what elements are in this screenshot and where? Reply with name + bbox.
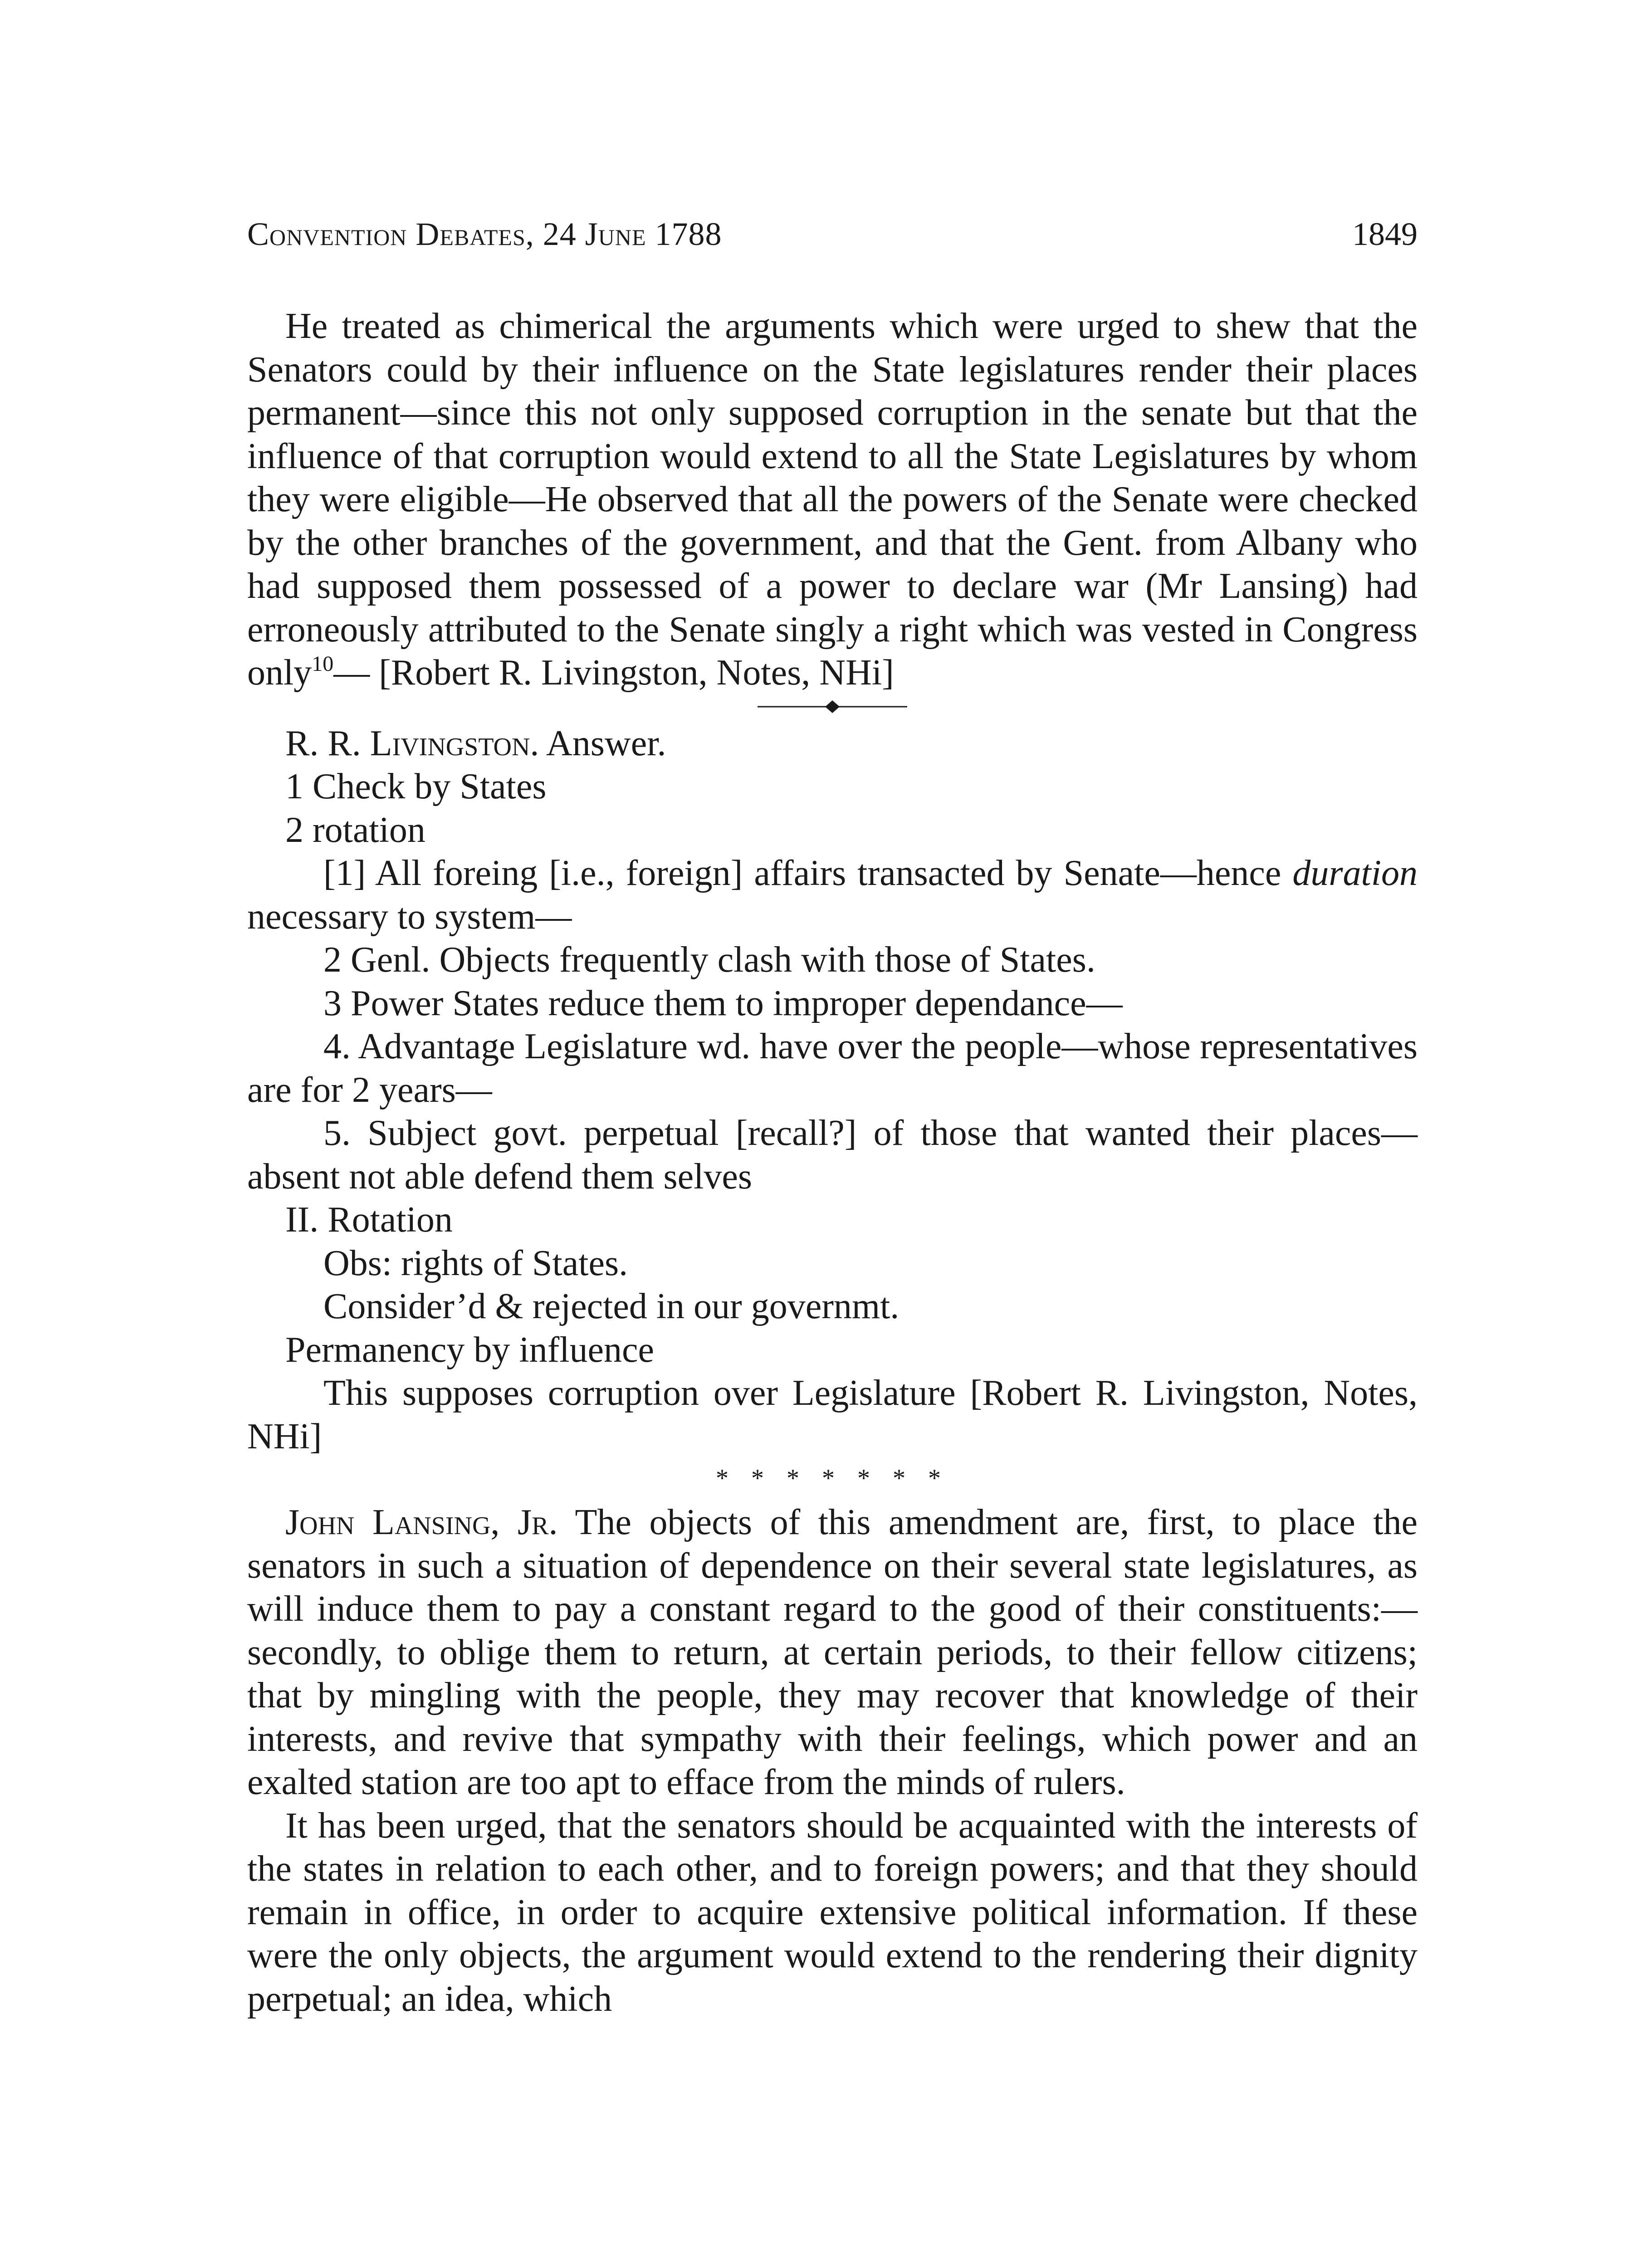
running-head-title: Convention Debates, 24 June 1788 <box>247 216 722 252</box>
notes-line: 2 rotation <box>285 810 425 850</box>
page-number: 1849 <box>1352 216 1418 252</box>
notes-line: Permanency by influence <box>285 1330 655 1370</box>
section-divider-ornament <box>247 695 1418 719</box>
notes-item-italic: duration <box>1292 853 1418 893</box>
notes-speaker: R. R. Livingston. <box>285 723 539 763</box>
diamond-rule-icon <box>758 698 907 716</box>
document-page <box>247 212 1418 2021</box>
footnote-ref: 10 <box>312 652 334 676</box>
lansing-paragraph <box>247 1501 1418 1804</box>
lansing-speaker: John Lansing, Jr. <box>285 1502 558 1542</box>
running-head <box>247 212 1418 256</box>
notes-heading <box>247 722 1418 766</box>
notes-item-text: [1] All foreing [i.e., foreign] affairs transacted by Senate—hence <box>323 853 1293 893</box>
notes-line: 1 Check by States <box>285 767 547 807</box>
asterisk-separator: * * * * * * * <box>716 1464 949 1492</box>
notes-item: Obs: rights of States. <box>323 1243 628 1283</box>
livingston-notes <box>247 722 1418 1459</box>
livingston-speech-paragraph <box>247 305 1418 695</box>
lansing-text: The objects of this amendment are, first, to place the senators in such a situation of dependence on their several state legislatures, as will induce them to pay a constant regard to the good of their constituents:—secondly, to oblige them to return, at certain periods, to their fellow citizens; that by mingling with the people, they may recover that knowledge of their interests, and revive that sympathy with their feelings, which power and an exalted station are too apt to efface from the minds of rulers. <box>247 1502 1418 1802</box>
notes-item: 2 Genl. Objects frequently clash with those of States. <box>323 940 1095 980</box>
notes-item: This supposes corruption over Legislature [Robert R. Livingston, Notes, NHi] <box>247 1373 1418 1457</box>
notes-item-text: necessary to system— <box>247 896 572 937</box>
body-text <box>247 305 1418 2021</box>
notes-item: 4. Advantage Legislature wd. have over the people—whose representatives are for 2 years— <box>247 1026 1418 1110</box>
notes-item: 3 Power States reduce them to improper dependance— <box>323 983 1123 1023</box>
notes-heading-text: Answer. <box>539 723 666 763</box>
notes-item: 5. Subject govt. perpetual [recall?] of those that wanted their places—absent not able defend them selves <box>247 1113 1418 1197</box>
notes-item: Consider’d & rejected in our governmt. <box>323 1286 900 1326</box>
notes-item <box>247 852 1418 938</box>
notes-line: II. Rotation <box>285 1200 453 1240</box>
lansing-paragraph: It has been urged, that the senators should be acquainted with the interests of the states in relation to each other, and to foreign powers; and that they should remain in office, in order to acquire extensive political information. If these were the only objects, the argument would extend to the rendering their dignity perpetual; an idea, which <box>247 1805 1418 2019</box>
livingston-speech-source: — [Robert R. Livingston, Notes, NHi] <box>333 653 894 693</box>
livingston-speech-text: He treated as chimerical the arguments which were urged to shew that the Senators could by their influence on the State legislatures render their places permanent—since this not only supposed corruption in the senate but that the influence of that corruption would extend to all the State Legislatures by whom they were eligible—He observed that all the powers of the Senate were checked by the other branches of the government, and that the Gent. from Albany who had supposed them possessed of a power to declare war (Mr Lansing) had erroneously attributed to the Senate singly a right which was vested in Congress only <box>247 306 1418 693</box>
